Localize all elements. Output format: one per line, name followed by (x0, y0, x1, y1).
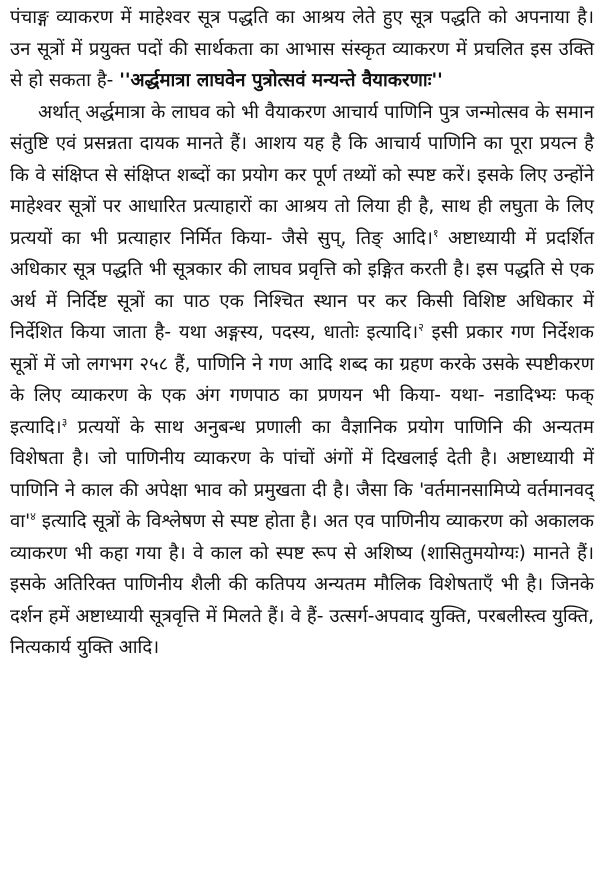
paragraph-2-text-e: इत्यादि सूत्रों के विश्लेषण से स्पष्ट होता है। अत एव पाणिनीय व्याकरण को अकालक व्याकरण भी कहा गया है। वे काल को स्पष्ट रूप से अशिष्य (शासितुमयोग्यः) मानते हैं। इसके अतिरिक्त पाणिनीय शैली की कतिपय अन्यतम मौलिक विशेषताएँ भी है। जिनके दर्शन हमें अष्टाध्यायी सूत्रवृत्ति में मिलते हैं। वे हैं- उत्सर्ग-अपवाद युक्ति, परबलीस्त्व युक्ति, नित्यकार्य युक्ति आदि। (10, 511, 594, 658)
footnote-marker-3: ३ (61, 415, 68, 429)
paragraph-2-text-d: प्रत्ययों के साथ अनुबन्ध प्रणाली का वैज्ञानिक प्रयोग पाणिनि की अन्यतम विशेषता है। जो पाणिनीय व्याकरण के पांचों अंगों में दिखलाई देती है। अष्टाध्यायी में पाणिनि ने काल की अपेक्षा भाव को प्रमुखता दी है। जैसा कि 'वर्तमानसामिप्ये वर्तमानवद् वा' (10, 416, 594, 532)
paragraph-1-text: पंचाङ्ग व्याकरण में माहेश्वर सूत्र पद्धति का आश्रय लेते हुए सूत्र पद्धति को अपनाया है। उन सूत्रों में प्रयुक्त पदों की सार्थकता का आभास संस्कृत व्याकरण में प्रचलित इस उक्ति से हो सकता है- (10, 7, 594, 91)
paragraph-2-text-c: इसी प्रकार गण निर्देशक सूत्रों में जो लगभग २५८ हैं, पाणिनि ने गण आदि शब्द का ग्रहण करके उसके स्पष्टीकरण के लिए व्याकरण के एक अंग गणपाठ का प्रणयन भी किया- यथा- नडादिभ्यः फक् इत्यादि। (10, 322, 594, 438)
footnote-marker-2: २ (418, 320, 424, 334)
paragraph-1 (10, 2, 594, 97)
paragraph-2 (10, 97, 594, 664)
footnote-marker-4: ४ (30, 509, 36, 523)
sanskrit-quote: ''अर्द्धमात्रा लाघवेन पुत्रोत्सवं मन्यन्ते वैयाकरणाः'' (119, 70, 443, 91)
paragraph-2-text-b: अष्टाध्यायी में प्रदर्शित अधिकार सूत्र पद्धति भी सूत्रकार की लाघव प्रवृत्ति को इङ्गित करती है। इस पद्धति से एक अर्थ में निर्दिष्ट सूत्रों का पाठ एक निश्चित स्थान पर कर किसी विशिष्ट अधिकार में निर्देशित किया जाता है- यथा अङ्गस्य, पदस्य, धातोः इत्यादि। (10, 227, 594, 343)
footnote-marker-1: १ (432, 226, 439, 240)
paragraph-2-text-a: अर्थात् अर्द्धमात्रा के लाघव को भी वैयाकरण आचार्य पाणिनि पुत्र जन्मोत्सव के समान संतुष्टि एवं प्रसन्नता दायक मानते हैं। आशय यह है कि आचार्य पाणिनि का पूरा प्रयत्न है कि वे संक्षिप्त से संक्षिप्त शब्दों का प्रयोग कर पूर्ण तथ्यों को स्पष्ट करें। इसके लिए उन्होंने माहेश्वर सूत्रों पर आधारित प्रत्याहारों का आश्रय तो लिया ही है, साथ ही लघुता के लिए प्रत्ययों का भी प्रत्याहार निर्मित किया- जैसे सुप्, तिङ् आदि। (10, 101, 594, 249)
